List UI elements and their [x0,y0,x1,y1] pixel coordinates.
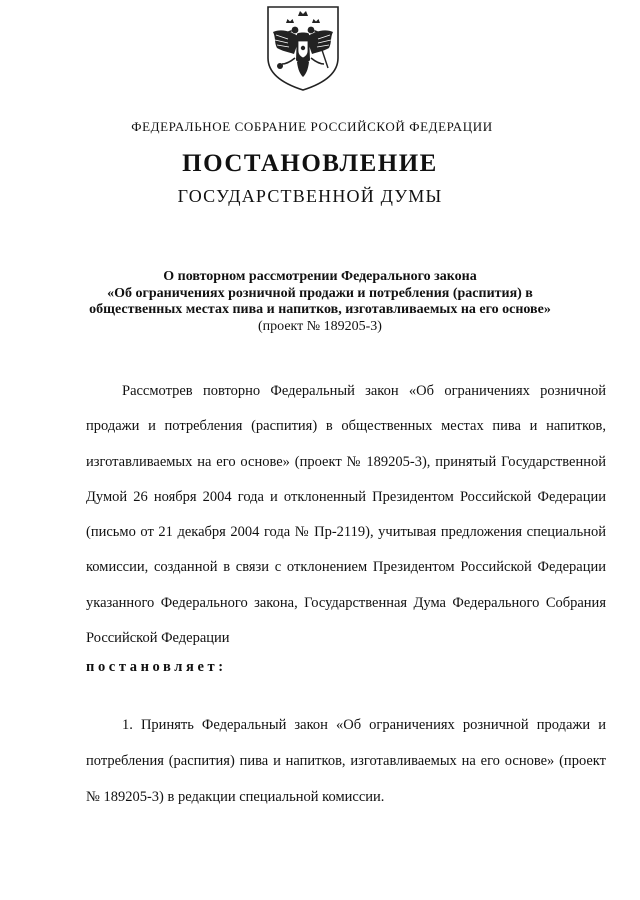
subject-line: О повторном рассмотрении Федерального закона [163,269,477,284]
preamble-paragraph: Рассмотрев повторно Федеральный закон «Об ограничениях розничной продажи и потребления (распития) в общественных местах пива и напитков, изготавливаемых на его основе» (проект № 189205-3), принятый Государственной Думой 26 ноября 2004 года и отклоненный Президентом Российской Федерации (письмо от 21 декабря 2004 года № Пр-2119), учитывая предложения специальной комиссии, созданной в связи с отклонением Президентом Российской Федерации указанного Федерального закона, Государственная Дума Федерального Собрания Российской Федерации [86,383,606,647]
subject-line: общественных местах пива и напитков, изготавливаемых на его основе» [89,302,551,317]
resolve-word: постановляет: [86,659,227,675]
resolution-item-1: 1. Принять Федеральный закон «Об ограничениях розничной продажи и потребления (распития) пива и напитков, изготавливаемых на его основе» (проект № 189205-3) в редакции специальной комиссии. [86,717,606,805]
document-issuer: ГОСУДАРСТВЕННОЙ ДУМЫ [177,186,443,206]
russian-coat-of-arms-icon [264,4,342,92]
document-type: ПОСТАНОВЛЕНИЕ [182,150,438,177]
document-subject [80,269,560,335]
subject-line: «Об ограничениях розничной продажи и потребления (распития) в [107,285,533,301]
project-number: (проект № 189205-3) [258,318,382,334]
parliament-name: ФЕДЕРАЛЬНОЕ СОБРАНИЕ РОССИЙСКОЙ ФЕДЕРАЦИИ [131,119,493,134]
